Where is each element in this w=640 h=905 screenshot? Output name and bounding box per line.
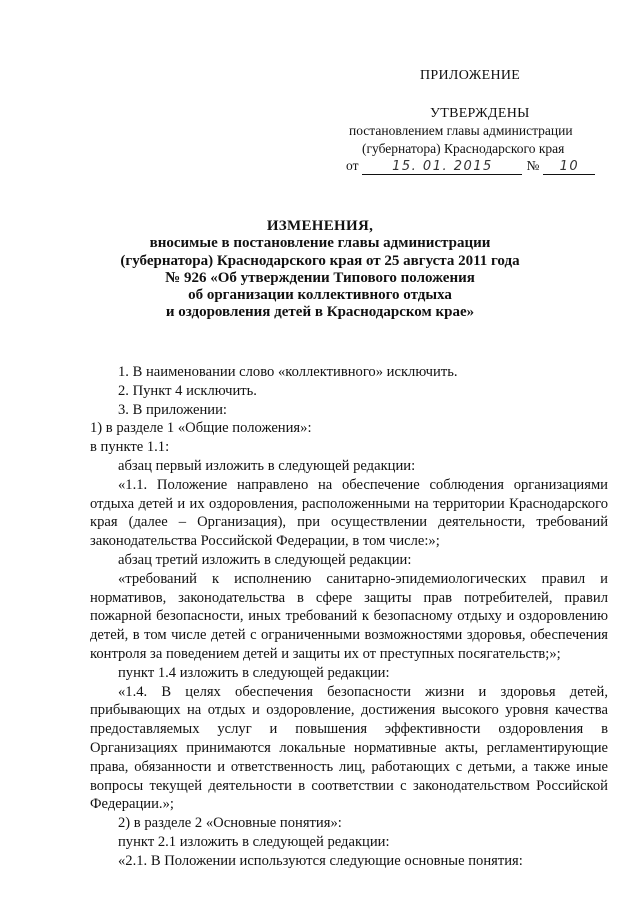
document-body bbox=[90, 363, 608, 871]
title-line: вносимые в постановление главы администрации bbox=[149, 235, 491, 252]
paragraph: в пункте 1.1: bbox=[90, 439, 170, 456]
paragraph: 2. Пункт 4 исключить. bbox=[118, 382, 257, 399]
paragraph: «2.1. В Положении используются следующие основные понятия: bbox=[118, 852, 523, 869]
paragraph: абзац третий изложить в следующей редакции: bbox=[118, 551, 412, 568]
paragraph: 1. В наименовании слово «коллективного» исключить. bbox=[118, 364, 458, 380]
title-line: и оздоровления детей в Краснодарском крае» bbox=[165, 304, 475, 321]
title-heading: ИЗМЕНЕНИЯ, bbox=[266, 218, 374, 234]
document-title bbox=[0, 218, 640, 322]
paragraph: 3. В приложении: bbox=[118, 401, 227, 418]
decree-line-2: (губернатора) Краснодарского края bbox=[362, 141, 565, 156]
decree-line-1: постановлением главы администрации bbox=[349, 123, 573, 138]
handwritten-number: 10 bbox=[543, 160, 595, 175]
approved-label: УТВЕРЖДЕНЫ bbox=[430, 106, 530, 121]
paragraph: абзац первый изложить в следующей редакции: bbox=[118, 457, 416, 474]
paragraph: «1.4. В целях обеспечения безопасности жизни и здоровья детей, прибывающих на отдых и оздоровление, достижения высокого уровня качества предоставляемых услуг и повышения эффективности оздоровления в Организациях принимаются локальные нормативные акты, регламентирующие права, обязанности и ответственность лиц, работающих с детьми, а также иные вопросы текущей деятельности в соответствии с законодательством Российской Федерации.»; bbox=[90, 683, 608, 813]
date-prefix: от bbox=[346, 158, 359, 173]
handwritten-date: 15. 01. 2015 bbox=[362, 160, 522, 175]
title-line: (губернатора) Краснодарского края от 25 августа 2011 года bbox=[120, 252, 520, 269]
paragraph: пункт 1.4 изложить в следующей редакции: bbox=[118, 664, 390, 681]
paragraph: «требований к исполнению санитарно-эпидемиологических правил и нормативов, законодательства в сфере защиты прав потребителей, правил пожарной безопасности, иных требований к безопасному отдыху и оздоровлению детей, в том числе детей с ограниченными возможностями здоровья, обеспечения контроля за поведением детей и защиты их от преступных посягательств;»; bbox=[90, 570, 608, 662]
number-prefix: № bbox=[526, 158, 540, 173]
paragraph: 1) в разделе 1 «Общие положения»: bbox=[90, 420, 312, 437]
paragraph: «1.1. Положение направлено на обеспечение соблюдения организациями отдыха детей и их оздоровления, расположенными на территории Краснодарского края (далее – Организация), при осуществлении деятельности, требований законодательства Российской Федерации, в том числе:»; bbox=[90, 476, 608, 550]
title-line: № 926 «Об утверждении Типового положения bbox=[165, 269, 475, 286]
paragraph: пункт 2.1 изложить в следующей редакции: bbox=[118, 833, 390, 850]
title-line: об организации коллективного отдыха bbox=[188, 287, 452, 304]
paragraph: 2) в разделе 2 «Основные понятия»: bbox=[118, 815, 342, 832]
appendix-label: ПРИЛОЖЕНИЕ bbox=[420, 68, 521, 83]
date-number-line bbox=[346, 156, 595, 175]
